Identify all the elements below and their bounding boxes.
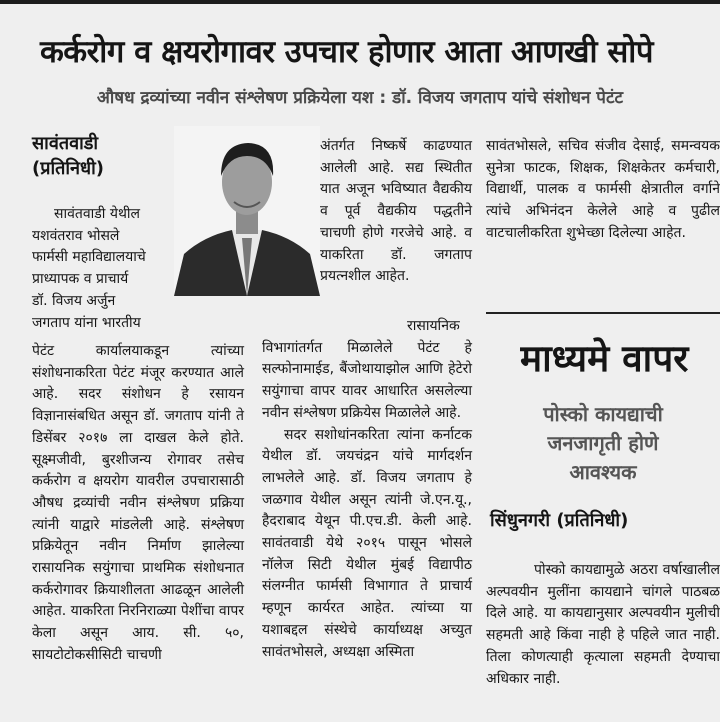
second-article-dateline: सिंधुनगरी (प्रतिनिधी) <box>490 510 629 531</box>
column-2-top <box>320 136 472 288</box>
intro-line: प्राध्यापक व प्राचार्य <box>32 271 129 288</box>
col2-para-1: रासायनिक विभागांतर्गत मिळालेले पेटंट हे सल्फोनामाईड, बैंजोथायाझोल आणि हेटेरो सयुंगाचा वापर यावर आधारित असलेल्या नवीन संश्लेषण प्रक्रियेस मिळालेले आहे. <box>262 318 472 421</box>
subheadline: औषध द्रव्यांच्या नवीन संश्लेषण प्रक्रियेला यश : डॉ. विजय जगताप यांचे संशोधन पेटंट <box>96 88 624 108</box>
col1-body-text: पेटंट कार्यालयाकडून त्यांच्या संशोधनाकरिता पेटंट मंजूर करण्यात आले आहे. सदर संशोधन हे रसायन विज्ञानासंबधित असून डॉ. जगताप यांनी ते डिसेंबर २०१७ ला दाखल केले होते. सूक्ष्मजीवी, बुरशीजन्य रोगावर तसेच कर्करोग व क्षयरोग यावरील उपचारासाठी औषध द्रव्यांची नवीन संश्लेषण प्रक्रिया त्यांनी याद्वारे मांडलेली आहे. संश्लेषण प्रक्रियेतून नवीन निर्माण झालेल्या रासायनिक सयुंगाचा प्राथमिक संशोधनात कर्करोगावर क्रियाशीलता आढळून आलेली आहेत. याकरिता निरनिराळ्या पेशींचा वापर केला असून आय. सी. ५०, सायटोटोकसीसिटी चाचणी <box>32 343 245 663</box>
second-article-body <box>486 560 720 690</box>
column-3-top <box>486 136 720 245</box>
col3-top-text: सावंतभोसले, सचिव संजीव देसाई, समन्वयक सुनेत्रा फाटक, शिक्षक, शिक्षकेतर कर्मचारी, विद्यार्थी, पालक व फार्मसी क्षेत्रातील वर्गाने त्यांचे अभिनंदन केलेले आहे व पुढील वाटचालीकरिता शुभेच्छा दिलेल्या आहेत. <box>486 138 720 241</box>
intro-line: फार्मसी महाविद्यालयाचे <box>32 249 146 266</box>
dateline <box>32 131 104 181</box>
subheadline-line: जनजागृती होणे <box>547 431 659 455</box>
headline: कर्करोग व क्षयरोगावर उपचार होणार आता आणखी सोपे <box>40 34 653 70</box>
column-1-body <box>32 341 244 667</box>
second-body-text: पोस्को कायद्यामुळे अठरा वर्षाखालील अल्पवयीन मुलींना कायद्याने चांगले पाठबळ दिले आहे. या कायद्यानुसार अल्पवयीन मुलीची सहमती आहे किंवा नाही हे पहिले जात नाही. तिला कोणत्याही कृत्याला सहमती देण्याचा अधिकार नाही. <box>486 562 720 687</box>
column-1-intro <box>32 204 244 334</box>
subheadline-line: पोस्को कायद्याची <box>543 402 663 426</box>
second-article-title: माध्यमे वापर <box>520 337 689 380</box>
section-divider <box>486 312 720 314</box>
subheadline-line: आवश्यक <box>569 460 637 484</box>
dateline-role: (प्रतिनिधी) <box>32 158 105 179</box>
top-rule <box>0 0 720 4</box>
intro-line: जगताप यांना भारतीय <box>32 314 141 331</box>
col2-para-2: सदर सशोधांनकरिता त्यांना कर्नाटक येथील डॉ. जयचंद्रन यांचे मार्गदर्शन लाभलेले आहे. डॉ. विजय जगताप हे जळगाव येथील असून त्यांनी जे.एन.यू., हैदराबाद येथून पी.एच.डी. केली आहे. सावंतवाडी येथे २०१५ पासून भोसले नॉलेज सिटी येथील मुंबई विद्यापीठ संलग्नीत फार्मसी विभागात ते प्राचार्य म्हणून कार्यरत आहेत. त्यांच्या या यशाबद्दल संस्थेचे कार्याध्यक्ष अच्युत सावंतभोसले, अध्यक्षा अस्मिता <box>262 426 472 660</box>
intro-line: यशवंतराव भोसले <box>32 227 120 244</box>
col2-top-text: अंतर्गत निष्कर्षे काढण्यात आलेली आहे. सद्य स्थितीत यात अजून भविष्यात वैद्यकीय व पूर्व वैद्यकीय पद्धतीने चाचणी होणे गरजेचे आहे. व याकरिता डॉ. जगताप प्रयत्नशील आहेत. <box>320 138 472 285</box>
intro-line: सावंतवाडी येथील <box>54 206 141 222</box>
dateline-place: सावंतवाडी <box>32 133 99 154</box>
second-article-subheadline <box>486 400 720 487</box>
column-2-body <box>262 316 472 663</box>
intro-line: डॉ. विजय अर्जुन <box>32 292 116 309</box>
